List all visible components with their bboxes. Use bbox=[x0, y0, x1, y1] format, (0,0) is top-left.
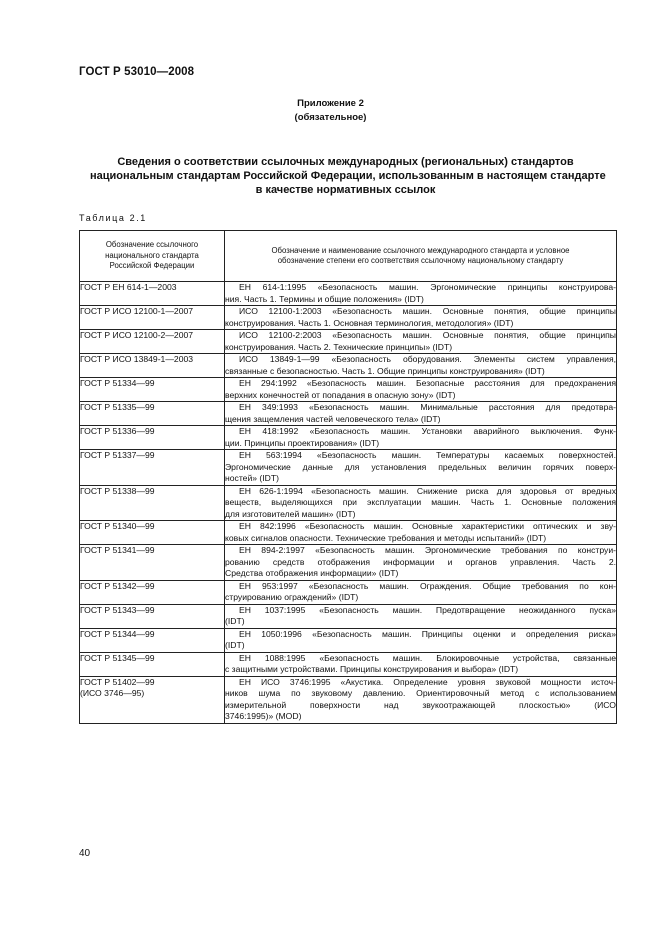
national-standard-cell bbox=[80, 282, 225, 306]
international-standard-text-line: Средства отображения информации» (IDT) bbox=[225, 568, 399, 578]
international-standard-text-line: (IDT) bbox=[225, 616, 245, 626]
international-standard-text-line: 3746:1995)» (MOD) bbox=[225, 711, 302, 721]
international-standard-cell bbox=[225, 604, 617, 628]
column-header-national bbox=[80, 231, 225, 282]
national-standard-designation: ГОСТ Р ИСО 13849-1—2003 bbox=[80, 354, 194, 364]
international-standard-text-line: ЕН ИСО 3746:1995 «Акустика. Определение уровня звуковой мощности источ- bbox=[239, 676, 616, 687]
international-standard-text-line: с защитными устройствами. Принципы конструирования и выбора» (IDT) bbox=[225, 664, 519, 674]
international-standard-cell bbox=[225, 521, 617, 545]
header-line: Российской Федерации bbox=[109, 261, 195, 271]
international-standard-text-line: ностей» (IDT) bbox=[225, 473, 279, 483]
international-standard-text-line: ЕН 614-1:1995 «Безопасность машин. Эргономические принципы конструирова- bbox=[239, 282, 616, 292]
international-standard-text-line: ЕН 294:1992 «Безопасность машин. Безопасные расстояния для предохранения bbox=[239, 378, 616, 388]
international-standard-cell bbox=[225, 378, 617, 402]
national-standard-designation: ГОСТ Р 51340—99 bbox=[80, 521, 155, 531]
national-standard-designation: ГОСТ Р 51341—99 bbox=[80, 545, 155, 555]
international-standard-cell bbox=[225, 354, 617, 378]
heading-line: Сведения о соответствии ссылочных международных (региональных) стандартов bbox=[117, 156, 574, 168]
international-standard-text-line: (IDT) bbox=[225, 640, 245, 650]
table-row bbox=[80, 628, 617, 652]
table-row bbox=[80, 330, 617, 354]
table-caption: Таблица 2.1 bbox=[79, 213, 147, 223]
national-standard-designation: ГОСТ Р 51338—99 bbox=[80, 485, 155, 496]
header-line: Обозначение ссылочного bbox=[105, 240, 199, 250]
column-header-international bbox=[225, 231, 617, 282]
national-standard-cell bbox=[80, 521, 225, 545]
national-standard-designation: ГОСТ Р 51345—99 bbox=[80, 652, 155, 663]
international-standard-text-line: ИСО 12100-2:2003 «Безопасность машин. Основные понятия, общие принципы bbox=[239, 330, 616, 340]
table-row bbox=[80, 485, 617, 521]
national-standard-designation: ГОСТ Р ИСО 12100-2—2007 bbox=[80, 330, 194, 340]
international-standard-cell bbox=[225, 330, 617, 354]
international-standard-text-line: связанные с безопасностью. Часть 1. Общие принципы конструирования» (IDT) bbox=[225, 365, 545, 376]
national-standard-designation: ГОСТ Р 51336—99 bbox=[80, 426, 155, 436]
international-standard-text-line: щения защемления частей человеческого тела» (IDT) bbox=[225, 413, 441, 424]
reference-table bbox=[79, 230, 617, 724]
national-standard-designation: ГОСТ Р ЕН 614-1—2003 bbox=[80, 282, 177, 292]
heading-line: в качестве нормативных ссылок bbox=[255, 184, 436, 196]
table-row bbox=[80, 676, 617, 723]
international-standard-text-line: конструирования. Часть 1. Основная терминология, методология» (IDT) bbox=[225, 317, 514, 328]
international-standard-cell bbox=[225, 402, 617, 426]
international-standard-text-line: рованию средств отображения информации и органов управления. Часть 2. bbox=[225, 556, 616, 567]
annex-title: Приложение 2 bbox=[297, 98, 364, 109]
annex-heading bbox=[0, 97, 661, 125]
national-standard-cell bbox=[80, 378, 225, 402]
national-standard-cell bbox=[80, 402, 225, 426]
international-standard-text-line: верхних конечностей от попадания в опасную зону» (IDT) bbox=[225, 389, 456, 400]
page-number: 40 bbox=[79, 848, 91, 859]
international-standard-cell bbox=[225, 545, 617, 581]
table-row bbox=[80, 545, 617, 581]
international-standard-text-line: ИСО 13849-1—99 «Безопасность оборудования. Элементы систем управления, bbox=[239, 354, 616, 364]
table-header-row bbox=[80, 231, 617, 282]
international-standard-cell bbox=[225, 628, 617, 652]
table-row bbox=[80, 354, 617, 378]
international-standard-text-line: ЕН 894-2:1997 «Безопасность машин. Эргономические требования по конструи- bbox=[239, 545, 616, 555]
international-standard-text-line: струированию ограждений» (IDT) bbox=[225, 592, 359, 602]
international-standard-text-line: ЕН 418:1992 «Безопасность машин. Установки аварийного выключения. Функ- bbox=[239, 426, 616, 436]
national-standard-cell bbox=[80, 450, 225, 486]
international-standard-text-line: для изготовителей машин» (IDT) bbox=[225, 508, 356, 519]
national-standard-designation: (ИСО 3746—95) bbox=[80, 688, 145, 698]
international-standard-text-line: конструирования. Часть 2. Технические принципы» (IDT) bbox=[225, 341, 453, 352]
international-standard-text-line: ЕН 563:1994 «Безопасность машин. Температуры касаемых поверхностей. bbox=[239, 450, 616, 460]
international-standard-cell bbox=[225, 676, 617, 723]
national-standard-designation: ГОСТ Р 51342—99 bbox=[80, 580, 155, 591]
table-row bbox=[80, 426, 617, 450]
international-standard-cell bbox=[225, 485, 617, 521]
national-standard-cell bbox=[80, 330, 225, 354]
international-standard-text-line: ния. Часть 1. Термины и общие положения» (IDT) bbox=[225, 293, 424, 304]
international-standard-text-line: ников шума по звуковому давлению. Ориентировочный метод с использованием bbox=[225, 688, 616, 698]
heading-line: национальным стандартам Российской Федерации, использованным в настоящем стандарте bbox=[90, 170, 606, 182]
international-standard-text-line: ЕН 953:1997 «Безопасность машин. Ограждения. Общие требования по кон- bbox=[239, 580, 616, 591]
national-standard-cell bbox=[80, 545, 225, 581]
international-standard-cell bbox=[225, 306, 617, 330]
national-standard-cell bbox=[80, 580, 225, 604]
national-standard-designation: ГОСТ Р 51343—99 bbox=[80, 604, 155, 615]
national-standard-cell bbox=[80, 485, 225, 521]
table-row bbox=[80, 378, 617, 402]
international-standard-text-line: веществ, выделяющихся при эксплуатации машин. Часть 1. Основные положения bbox=[225, 497, 616, 507]
national-standard-cell bbox=[80, 676, 225, 723]
national-standard-designation: ГОСТ Р 51344—99 bbox=[80, 628, 155, 639]
table-row bbox=[80, 580, 617, 604]
header-line: национального стандарта bbox=[105, 250, 199, 260]
table-row bbox=[80, 402, 617, 426]
international-standard-cell bbox=[225, 652, 617, 676]
section-heading bbox=[90, 155, 606, 197]
national-standard-designation: ГОСТ Р 51337—99 bbox=[80, 450, 155, 460]
table-row bbox=[80, 521, 617, 545]
national-standard-cell bbox=[80, 354, 225, 378]
annex-status: (обязательное) bbox=[294, 112, 367, 123]
international-standard-text-line: измерительной поверхности над звукоотражающей плоскостью» (ИСО bbox=[225, 699, 616, 710]
international-standard-text-line: Эргономические данные для установления предельных величин горячих поверх- bbox=[225, 461, 616, 472]
international-standard-text-line: ции. Принципы проектирования» (IDT) bbox=[225, 437, 380, 448]
international-standard-text-line: ЕН 1037:1995 «Безопасность машин. Предотвращение неожиданного пуска» bbox=[239, 604, 616, 615]
header-line: Обозначение и наименование ссылочного международного стандарта и условное bbox=[271, 245, 570, 255]
international-standard-text-line: ковых сигналов опасности. Технические требования и методы испытаний» (IDT) bbox=[225, 532, 547, 543]
national-standard-designation: ГОСТ Р 51402—99 bbox=[80, 676, 155, 687]
international-standard-cell bbox=[225, 450, 617, 486]
international-standard-text-line: ЕН 626-1:1994 «Безопасность машин. Снижение риска для здоровья от вредных bbox=[239, 485, 616, 496]
national-standard-designation: ГОСТ Р 51335—99 bbox=[80, 402, 155, 412]
international-standard-text-line: ЕН 1088:1995 «Безопасность машин. Блокировочные устройства, связанные bbox=[239, 652, 616, 663]
national-standard-cell bbox=[80, 628, 225, 652]
international-standard-cell bbox=[225, 282, 617, 306]
table-row bbox=[80, 652, 617, 676]
national-standard-cell bbox=[80, 652, 225, 676]
international-standard-text-line: ИСО 12100-1:2003 «Безопасность машин. Основные понятия, общие принципы bbox=[239, 306, 616, 316]
document-code: ГОСТ Р 53010—2008 bbox=[79, 66, 195, 78]
table-body bbox=[80, 282, 617, 724]
national-standard-cell bbox=[80, 306, 225, 330]
national-standard-cell bbox=[80, 604, 225, 628]
international-standard-text-line: ЕН 1050:1996 «Безопасность машин. Принципы оценки и определения риска» bbox=[239, 628, 616, 639]
table-row bbox=[80, 282, 617, 306]
header-line: обозначение степени его соответствия ссылочному национальному стандарту bbox=[277, 256, 564, 265]
table-row bbox=[80, 604, 617, 628]
table-row bbox=[80, 450, 617, 486]
national-standard-designation: ГОСТ Р ИСО 12100-1—2007 bbox=[80, 306, 194, 316]
international-standard-text-line: ЕН 842:1996 «Безопасность машин. Основные характеристики оптических и зву- bbox=[239, 521, 616, 531]
international-standard-cell bbox=[225, 580, 617, 604]
international-standard-text-line: ЕН 349:1993 «Безопасность машин. Минимальные расстояния для предотвра- bbox=[239, 402, 616, 412]
international-standard-cell bbox=[225, 426, 617, 450]
national-standard-cell bbox=[80, 426, 225, 450]
table-row bbox=[80, 306, 617, 330]
national-standard-designation: ГОСТ Р 51334—99 bbox=[80, 378, 155, 388]
